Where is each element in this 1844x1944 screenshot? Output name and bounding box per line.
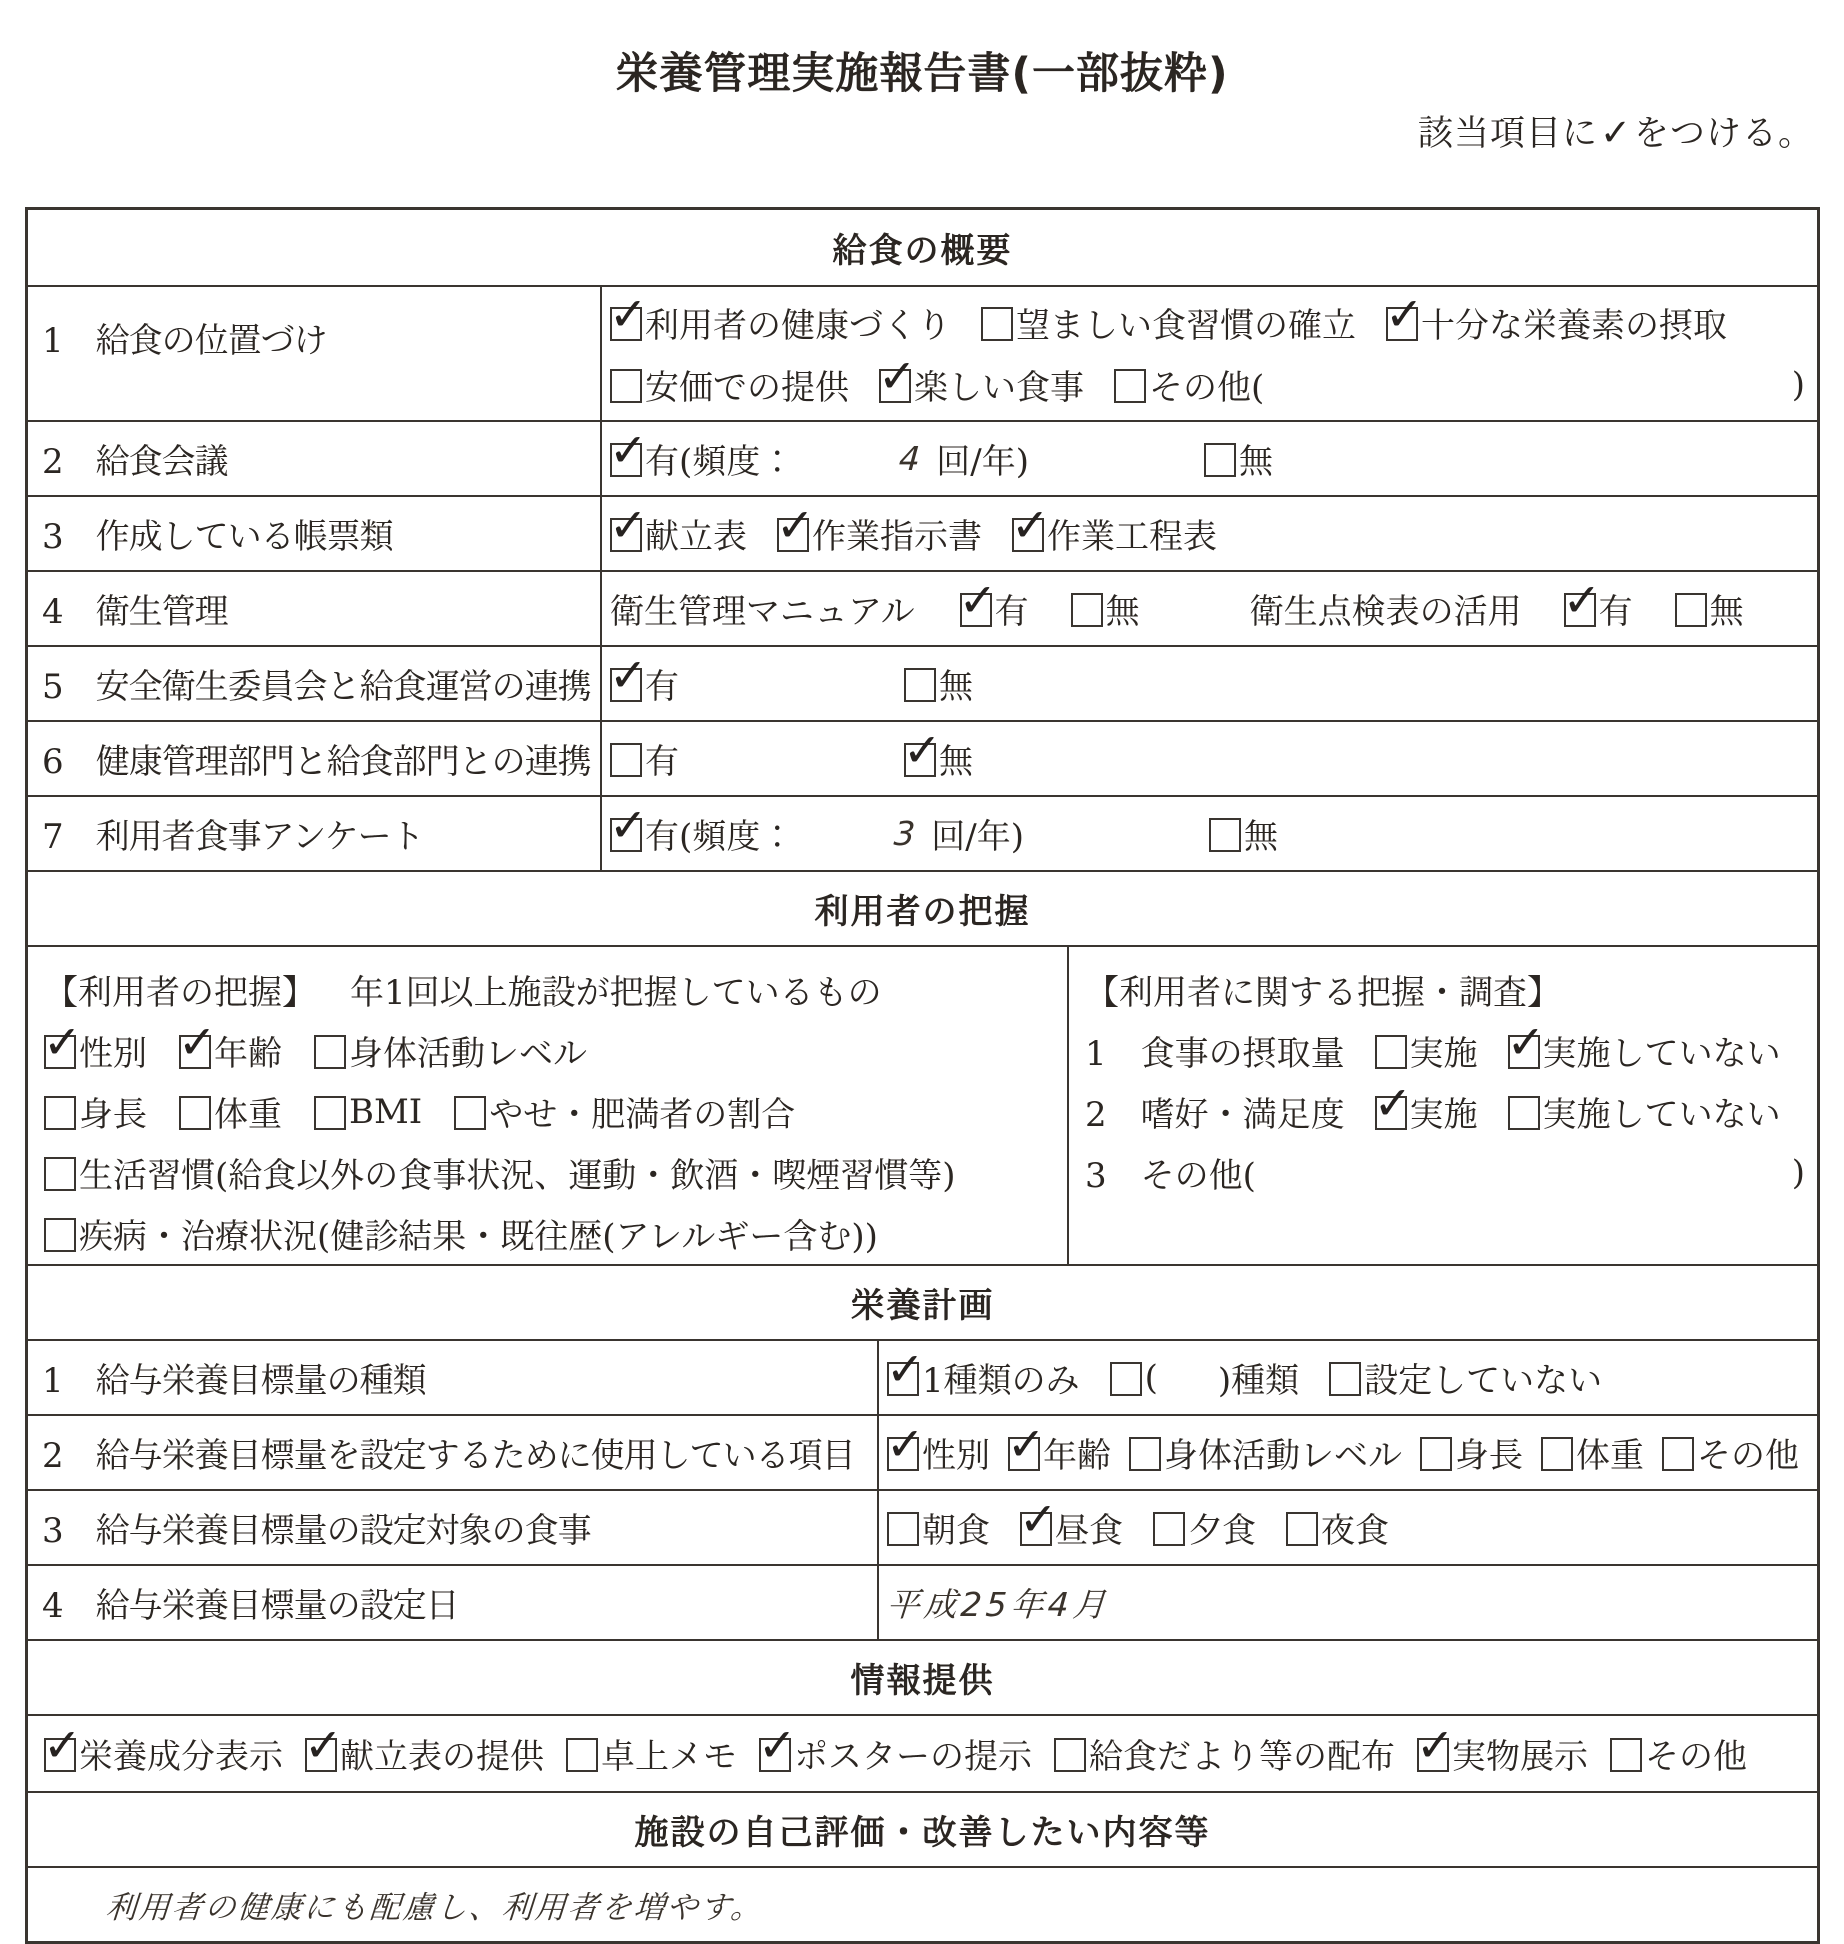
form-line bbox=[887, 1497, 1817, 1559]
table-row bbox=[28, 285, 1817, 420]
row-content bbox=[602, 647, 1817, 720]
checkbox-label: 生活習慣(給食以外の食事状況、運動・飲酒・喫煙習慣等) bbox=[79, 1156, 956, 1196]
checkbox-checked-icon bbox=[1386, 307, 1418, 341]
users-grasp-cell bbox=[28, 947, 1069, 1264]
inline-text: 年1回以上施設が把握しているもの bbox=[350, 973, 882, 1013]
checkbox-label: 夜食 bbox=[1321, 1511, 1389, 1551]
form-line bbox=[610, 728, 1817, 790]
checkbox-label: その他 bbox=[1697, 1436, 1799, 1476]
table-row bbox=[28, 1339, 1817, 1414]
row-content bbox=[602, 497, 1817, 570]
checkbox-checked-icon bbox=[610, 818, 642, 852]
inline-text: 1 食事の摂取量 bbox=[1085, 1034, 1345, 1074]
inline-text: 回/年) bbox=[931, 817, 1024, 857]
checkbox-item-unchecked bbox=[1204, 434, 1273, 483]
checkbox-item-unchecked bbox=[1153, 1503, 1256, 1552]
checkbox-label: 設定していない bbox=[1364, 1361, 1603, 1401]
form-line bbox=[887, 1572, 1817, 1634]
checkbox-label: 無 bbox=[939, 667, 973, 707]
inline-text: 3 その他( bbox=[1085, 1156, 1256, 1196]
checkbox-label: 安価での提供 bbox=[645, 368, 849, 408]
form-line bbox=[1085, 1020, 1817, 1081]
checkbox-label: 献立表の提供 bbox=[340, 1737, 544, 1777]
checkbox-unchecked-icon bbox=[1129, 1437, 1161, 1471]
checkbox-item-checked bbox=[759, 1729, 1032, 1778]
checkbox-item-checked bbox=[1417, 1729, 1588, 1778]
checkbox-checked-icon bbox=[1008, 1437, 1040, 1471]
checkbox-unchecked-icon bbox=[981, 307, 1013, 341]
checkbox-checked-icon bbox=[44, 1035, 76, 1069]
checkbox-item-checked bbox=[1375, 1087, 1478, 1136]
row-label: 3 作成している帳票類 bbox=[28, 497, 602, 570]
row-label: 1 給与栄養目標量の種類 bbox=[28, 1341, 879, 1414]
checkbox-item-checked bbox=[777, 509, 982, 558]
checkbox-label: BMI bbox=[349, 1091, 423, 1132]
form-line bbox=[610, 578, 1817, 640]
form-line bbox=[887, 1347, 1817, 1409]
checkbox-item-checked bbox=[305, 1729, 544, 1778]
checkbox-checked-icon bbox=[1012, 518, 1044, 552]
checkbox-unchecked-icon bbox=[1375, 1035, 1407, 1069]
checkbox-item-unchecked bbox=[981, 298, 1356, 347]
checkbox-item-unchecked bbox=[44, 1148, 956, 1197]
checkbox-item-unchecked bbox=[1071, 584, 1140, 633]
checkbox-label: 身長 bbox=[79, 1095, 147, 1135]
checkbox-item-unchecked bbox=[1662, 1428, 1799, 1477]
checkbox-unchecked-icon bbox=[1541, 1437, 1573, 1471]
checkbox-checked-icon bbox=[960, 593, 992, 627]
row-content bbox=[602, 797, 1817, 870]
table-row bbox=[28, 570, 1817, 645]
checkbox-item-checked bbox=[610, 509, 747, 558]
checkbox-checked-icon bbox=[1375, 1096, 1407, 1130]
section-header-nutrition: 栄養計画 bbox=[28, 1264, 1817, 1339]
checkbox-item-unchecked bbox=[1675, 584, 1744, 633]
checkbox-checked-icon bbox=[904, 743, 936, 777]
checkbox-item-checked bbox=[610, 298, 951, 347]
checkbox-label: 有 bbox=[645, 742, 679, 782]
checkbox-checked-icon bbox=[887, 1362, 919, 1396]
checkbox-item-unchecked bbox=[1508, 1087, 1781, 1136]
checkbox-label: 実施していない bbox=[1542, 1095, 1781, 1135]
section-header-users: 利用者の把握 bbox=[28, 870, 1817, 945]
checkbox-label: ポスターの提示 bbox=[794, 1737, 1032, 1777]
checkbox-label: 身長 bbox=[1455, 1436, 1523, 1476]
inline-text: )種類 bbox=[1217, 1361, 1300, 1401]
table-row bbox=[28, 795, 1817, 870]
row-label: 7 利用者食事アンケート bbox=[28, 797, 602, 870]
table-row bbox=[28, 720, 1817, 795]
checkbox-item-unchecked bbox=[610, 734, 679, 783]
checkbox-item-checked bbox=[610, 434, 794, 483]
checkbox-unchecked-icon bbox=[904, 668, 936, 702]
checkbox-label: 夕食 bbox=[1188, 1511, 1256, 1551]
checkbox-label: 有 bbox=[1598, 592, 1633, 632]
checkbox-unchecked-icon bbox=[1420, 1437, 1452, 1471]
section-header-selfeval: 施設の自己評価・改善したい内容等 bbox=[28, 1791, 1817, 1866]
checkbox-label: 昼食 bbox=[1055, 1511, 1123, 1551]
checkbox-unchecked-icon bbox=[566, 1738, 598, 1772]
checkbox-label: 年齢 bbox=[1043, 1436, 1111, 1476]
checkbox-item-checked bbox=[610, 659, 679, 708]
checkbox-label: 利用者の健康づくり bbox=[645, 306, 951, 346]
checkbox-item-unchecked bbox=[1209, 809, 1278, 858]
row-content bbox=[602, 722, 1817, 795]
section-nutrition-rows bbox=[28, 1339, 1817, 1639]
checkbox-item-unchecked bbox=[1541, 1428, 1644, 1477]
table-row bbox=[28, 1414, 1817, 1489]
checkbox-item-unchecked bbox=[44, 1209, 878, 1258]
users-survey-cell bbox=[1069, 947, 1817, 1264]
row-label: 3 給与栄養目標量の設定対象の食事 bbox=[28, 1491, 879, 1564]
checkbox-label: 作業工程表 bbox=[1047, 517, 1217, 557]
info-provision-row bbox=[28, 1714, 1817, 1791]
checkbox-item-checked bbox=[1386, 298, 1727, 347]
row-content bbox=[602, 287, 1817, 420]
checkbox-unchecked-icon bbox=[44, 1096, 76, 1130]
checkbox-label: 体重 bbox=[1576, 1436, 1644, 1476]
checkbox-unchecked-icon bbox=[610, 369, 642, 403]
checkbox-label: 卓上メモ bbox=[601, 1737, 737, 1777]
checkbox-label: 身体活動レベル bbox=[349, 1034, 587, 1074]
checkbox-unchecked-icon bbox=[1204, 443, 1236, 477]
inline-text: 回/年) bbox=[936, 442, 1029, 482]
inline-text: 【利用者の把握】 bbox=[44, 973, 316, 1013]
checkbox-label: 有(頻度： bbox=[645, 817, 795, 857]
checkbox-item-unchecked bbox=[887, 1503, 990, 1552]
form-line bbox=[1085, 959, 1817, 1020]
handwritten-value: 3 bbox=[892, 814, 921, 853]
checkbox-unchecked-icon bbox=[610, 743, 642, 777]
checkbox-item-checked bbox=[879, 360, 1084, 409]
form-line bbox=[44, 959, 1067, 1020]
checkbox-item-checked bbox=[1008, 1428, 1111, 1477]
row-content bbox=[879, 1491, 1817, 1564]
checkbox-label: 体重 bbox=[214, 1095, 282, 1135]
checkbox-label: ( bbox=[1144, 1357, 1158, 1398]
checkmark-glyph: ✓ bbox=[1599, 111, 1632, 154]
checkbox-label: 無 bbox=[939, 742, 973, 782]
form-line bbox=[887, 1422, 1817, 1484]
form-line bbox=[44, 1142, 1067, 1203]
form-line bbox=[44, 1729, 1747, 1778]
checkbox-checked-icon bbox=[610, 307, 642, 341]
checkbox-checked-icon bbox=[1508, 1035, 1540, 1069]
checkbox-label: その他 bbox=[1645, 1737, 1747, 1777]
inline-text: 【利用者に関する把握・調査】 bbox=[1085, 973, 1561, 1013]
row-content bbox=[602, 572, 1817, 645]
checkbox-label: 栄養成分表示 bbox=[79, 1737, 283, 1777]
checkbox-item-unchecked bbox=[566, 1729, 737, 1778]
checkbox-unchecked-icon bbox=[1286, 1512, 1318, 1546]
checkbox-checked-icon bbox=[759, 1738, 791, 1772]
form-line bbox=[610, 428, 1817, 490]
checkbox-label: 無 bbox=[1244, 817, 1278, 857]
page-title: 栄養管理実施報告書(一部抜粋) bbox=[615, 49, 1229, 99]
row-label: 2 給与栄養目標量を設定するために使用している項目 bbox=[28, 1416, 879, 1489]
checkbox-item-unchecked bbox=[454, 1087, 795, 1136]
checkbox-item-unchecked bbox=[314, 1092, 422, 1132]
row-content bbox=[602, 422, 1817, 495]
checkbox-item-unchecked bbox=[1329, 1353, 1602, 1402]
form-line bbox=[1085, 1142, 1817, 1203]
table-row bbox=[28, 1489, 1817, 1564]
checkbox-item-checked bbox=[1564, 584, 1633, 633]
checkbox-label: 有(頻度： bbox=[645, 442, 795, 482]
checkbox-unchecked-icon bbox=[1110, 1362, 1142, 1396]
checkbox-item-checked bbox=[44, 1729, 283, 1778]
checkbox-unchecked-icon bbox=[1610, 1738, 1642, 1772]
self-evaluation-row bbox=[28, 1866, 1817, 1941]
checkbox-label: やせ・肥満者の割合 bbox=[489, 1095, 796, 1135]
checkbox-item-unchecked bbox=[44, 1087, 147, 1136]
checkbox-checked-icon bbox=[305, 1738, 337, 1772]
checkbox-item-checked bbox=[960, 584, 1029, 633]
checkbox-checked-icon bbox=[1564, 593, 1596, 627]
checkbox-label: 十分な栄養素の摂取 bbox=[1421, 306, 1727, 346]
checkbox-item-unchecked bbox=[179, 1087, 282, 1136]
checkbox-checked-icon bbox=[610, 443, 642, 477]
row-label: 6 健康管理部門と給食部門との連携 bbox=[28, 722, 602, 795]
checkbox-unchecked-icon bbox=[454, 1096, 486, 1130]
checkbox-label: 実施 bbox=[1409, 1095, 1478, 1135]
checkbox-unchecked-icon bbox=[314, 1035, 346, 1069]
checkbox-label: 給食だより等の配布 bbox=[1089, 1737, 1395, 1777]
check-instruction bbox=[1418, 106, 1814, 156]
report-form-table bbox=[25, 207, 1820, 1944]
section-header-info: 情報提供 bbox=[28, 1639, 1817, 1714]
checkbox-label: 朝食 bbox=[922, 1511, 990, 1551]
inline-text: 2 嗜好・満足度 bbox=[1085, 1095, 1345, 1135]
checkbox-checked-icon bbox=[44, 1738, 76, 1772]
checkbox-checked-icon bbox=[879, 369, 911, 403]
checkbox-unchecked-icon bbox=[1114, 369, 1146, 403]
checkbox-item-checked bbox=[1020, 1503, 1123, 1552]
checkbox-item-checked bbox=[904, 734, 973, 783]
checkbox-unchecked-icon bbox=[1209, 818, 1241, 852]
checkbox-item-unchecked bbox=[314, 1026, 587, 1075]
checkbox-checked-icon bbox=[777, 518, 809, 552]
checkbox-unchecked-icon bbox=[44, 1218, 76, 1252]
checkbox-item-checked bbox=[887, 1353, 1080, 1402]
row-label: 4 給与栄養目標量の設定日 bbox=[28, 1566, 879, 1639]
checkbox-item-unchecked bbox=[1054, 1729, 1395, 1778]
table-row bbox=[28, 495, 1817, 570]
checkbox-label: 実物展示 bbox=[1452, 1737, 1588, 1777]
inline-text: ) bbox=[1791, 1152, 1805, 1193]
checkbox-item-checked bbox=[1012, 509, 1217, 558]
checkbox-item-checked bbox=[610, 809, 794, 858]
form-line bbox=[44, 1081, 1067, 1142]
form-line bbox=[610, 292, 1817, 354]
checkbox-item-unchecked bbox=[904, 659, 973, 708]
checkbox-label: 性別 bbox=[922, 1436, 990, 1476]
instruction-text-suffix: をつける。 bbox=[1633, 114, 1814, 154]
form-line bbox=[610, 653, 1817, 715]
row-label: 5 安全衛生委員会と給食運営の連携 bbox=[28, 647, 602, 720]
checkbox-label: 有 bbox=[645, 667, 679, 707]
checkbox-item-unchecked bbox=[1114, 360, 1264, 409]
row-label: 2 給食会議 bbox=[28, 422, 602, 495]
checkbox-label: 疾病・治療状況(健診結果・既往歴(アレルギー含む)) bbox=[79, 1217, 878, 1257]
table-row bbox=[28, 645, 1817, 720]
handwritten-value: 4 bbox=[897, 439, 926, 478]
row-content bbox=[879, 1566, 1817, 1639]
checkbox-unchecked-icon bbox=[1662, 1437, 1694, 1471]
checkbox-item-checked bbox=[179, 1026, 282, 1075]
handwritten-value: 平成25年4月 bbox=[885, 1585, 1112, 1624]
inline-label: 衛生点検表の活用 bbox=[1249, 592, 1522, 632]
checkbox-label: 性別 bbox=[79, 1034, 147, 1074]
form-line bbox=[44, 1020, 1067, 1081]
form-line bbox=[610, 803, 1817, 865]
checkbox-item-unchecked bbox=[1610, 1729, 1747, 1778]
checkbox-label: 作業指示書 bbox=[812, 517, 982, 557]
checkbox-item-checked bbox=[887, 1428, 990, 1477]
checkbox-label: 実施していない bbox=[1542, 1034, 1781, 1074]
checkbox-unchecked-icon bbox=[314, 1096, 346, 1130]
checkbox-checked-icon bbox=[1417, 1738, 1449, 1772]
section-users bbox=[28, 945, 1817, 1264]
row-label: 1 給食の位置づけ bbox=[28, 287, 602, 420]
table-row bbox=[28, 420, 1817, 495]
checkbox-label: 無 bbox=[1105, 592, 1140, 632]
checkbox-checked-icon bbox=[610, 518, 642, 552]
checkbox-unchecked-icon bbox=[179, 1096, 211, 1130]
checkbox-checked-icon bbox=[179, 1035, 211, 1069]
form-line bbox=[610, 354, 1817, 416]
handwritten-note: 利用者の健康にも配慮し、利用者を増やす。 bbox=[104, 1890, 765, 1926]
form-line bbox=[1085, 1081, 1817, 1142]
checkbox-unchecked-icon bbox=[1071, 593, 1103, 627]
form-line bbox=[44, 1203, 1067, 1264]
table-row bbox=[28, 1564, 1817, 1639]
row-label: 4 衛生管理 bbox=[28, 572, 602, 645]
checkbox-item-unchecked bbox=[1286, 1503, 1389, 1552]
checkbox-label: 望ましい食習慣の確立 bbox=[1016, 306, 1356, 346]
inline-text: ) bbox=[1791, 364, 1805, 405]
row-content bbox=[879, 1341, 1817, 1414]
checkbox-label: その他( bbox=[1149, 368, 1265, 408]
section-overview-rows bbox=[28, 285, 1817, 870]
inline-label: 衛生管理マニュアル bbox=[610, 592, 915, 632]
row-content bbox=[879, 1416, 1817, 1489]
checkbox-item-checked bbox=[44, 1026, 147, 1075]
checkbox-item-unchecked bbox=[610, 360, 849, 409]
section-header-overview: 給食の概要 bbox=[832, 231, 1013, 271]
checkbox-item-unchecked bbox=[1110, 1358, 1158, 1398]
checkbox-item-checked bbox=[1508, 1026, 1781, 1075]
checkbox-item-unchecked bbox=[1129, 1428, 1402, 1477]
checkbox-label: 実施 bbox=[1409, 1034, 1478, 1074]
instruction-text-prefix: 該当項目に bbox=[1417, 114, 1598, 154]
checkbox-unchecked-icon bbox=[887, 1512, 919, 1546]
checkbox-unchecked-icon bbox=[1508, 1096, 1540, 1130]
checkbox-label: 献立表 bbox=[645, 517, 747, 557]
checkbox-label: 1種類のみ bbox=[922, 1361, 1080, 1401]
checkbox-label: 無 bbox=[1709, 592, 1744, 632]
checkbox-label: 身体活動レベル bbox=[1164, 1436, 1402, 1476]
checkbox-unchecked-icon bbox=[1153, 1512, 1185, 1546]
checkbox-checked-icon bbox=[887, 1437, 919, 1471]
checkbox-label: 無 bbox=[1239, 442, 1273, 482]
checkbox-checked-icon bbox=[1020, 1512, 1052, 1546]
checkbox-label: 楽しい食事 bbox=[914, 368, 1084, 408]
checkbox-unchecked-icon bbox=[1054, 1738, 1086, 1772]
checkbox-unchecked-icon bbox=[44, 1157, 76, 1191]
form-line bbox=[610, 503, 1817, 565]
checkbox-item-unchecked bbox=[1375, 1026, 1478, 1075]
checkbox-unchecked-icon bbox=[1329, 1362, 1361, 1396]
checkbox-label: 有 bbox=[994, 592, 1029, 632]
checkbox-label: 年齢 bbox=[214, 1034, 282, 1074]
checkbox-checked-icon bbox=[610, 668, 642, 702]
checkbox-unchecked-icon bbox=[1675, 593, 1707, 627]
checkbox-item-unchecked bbox=[1420, 1428, 1523, 1477]
